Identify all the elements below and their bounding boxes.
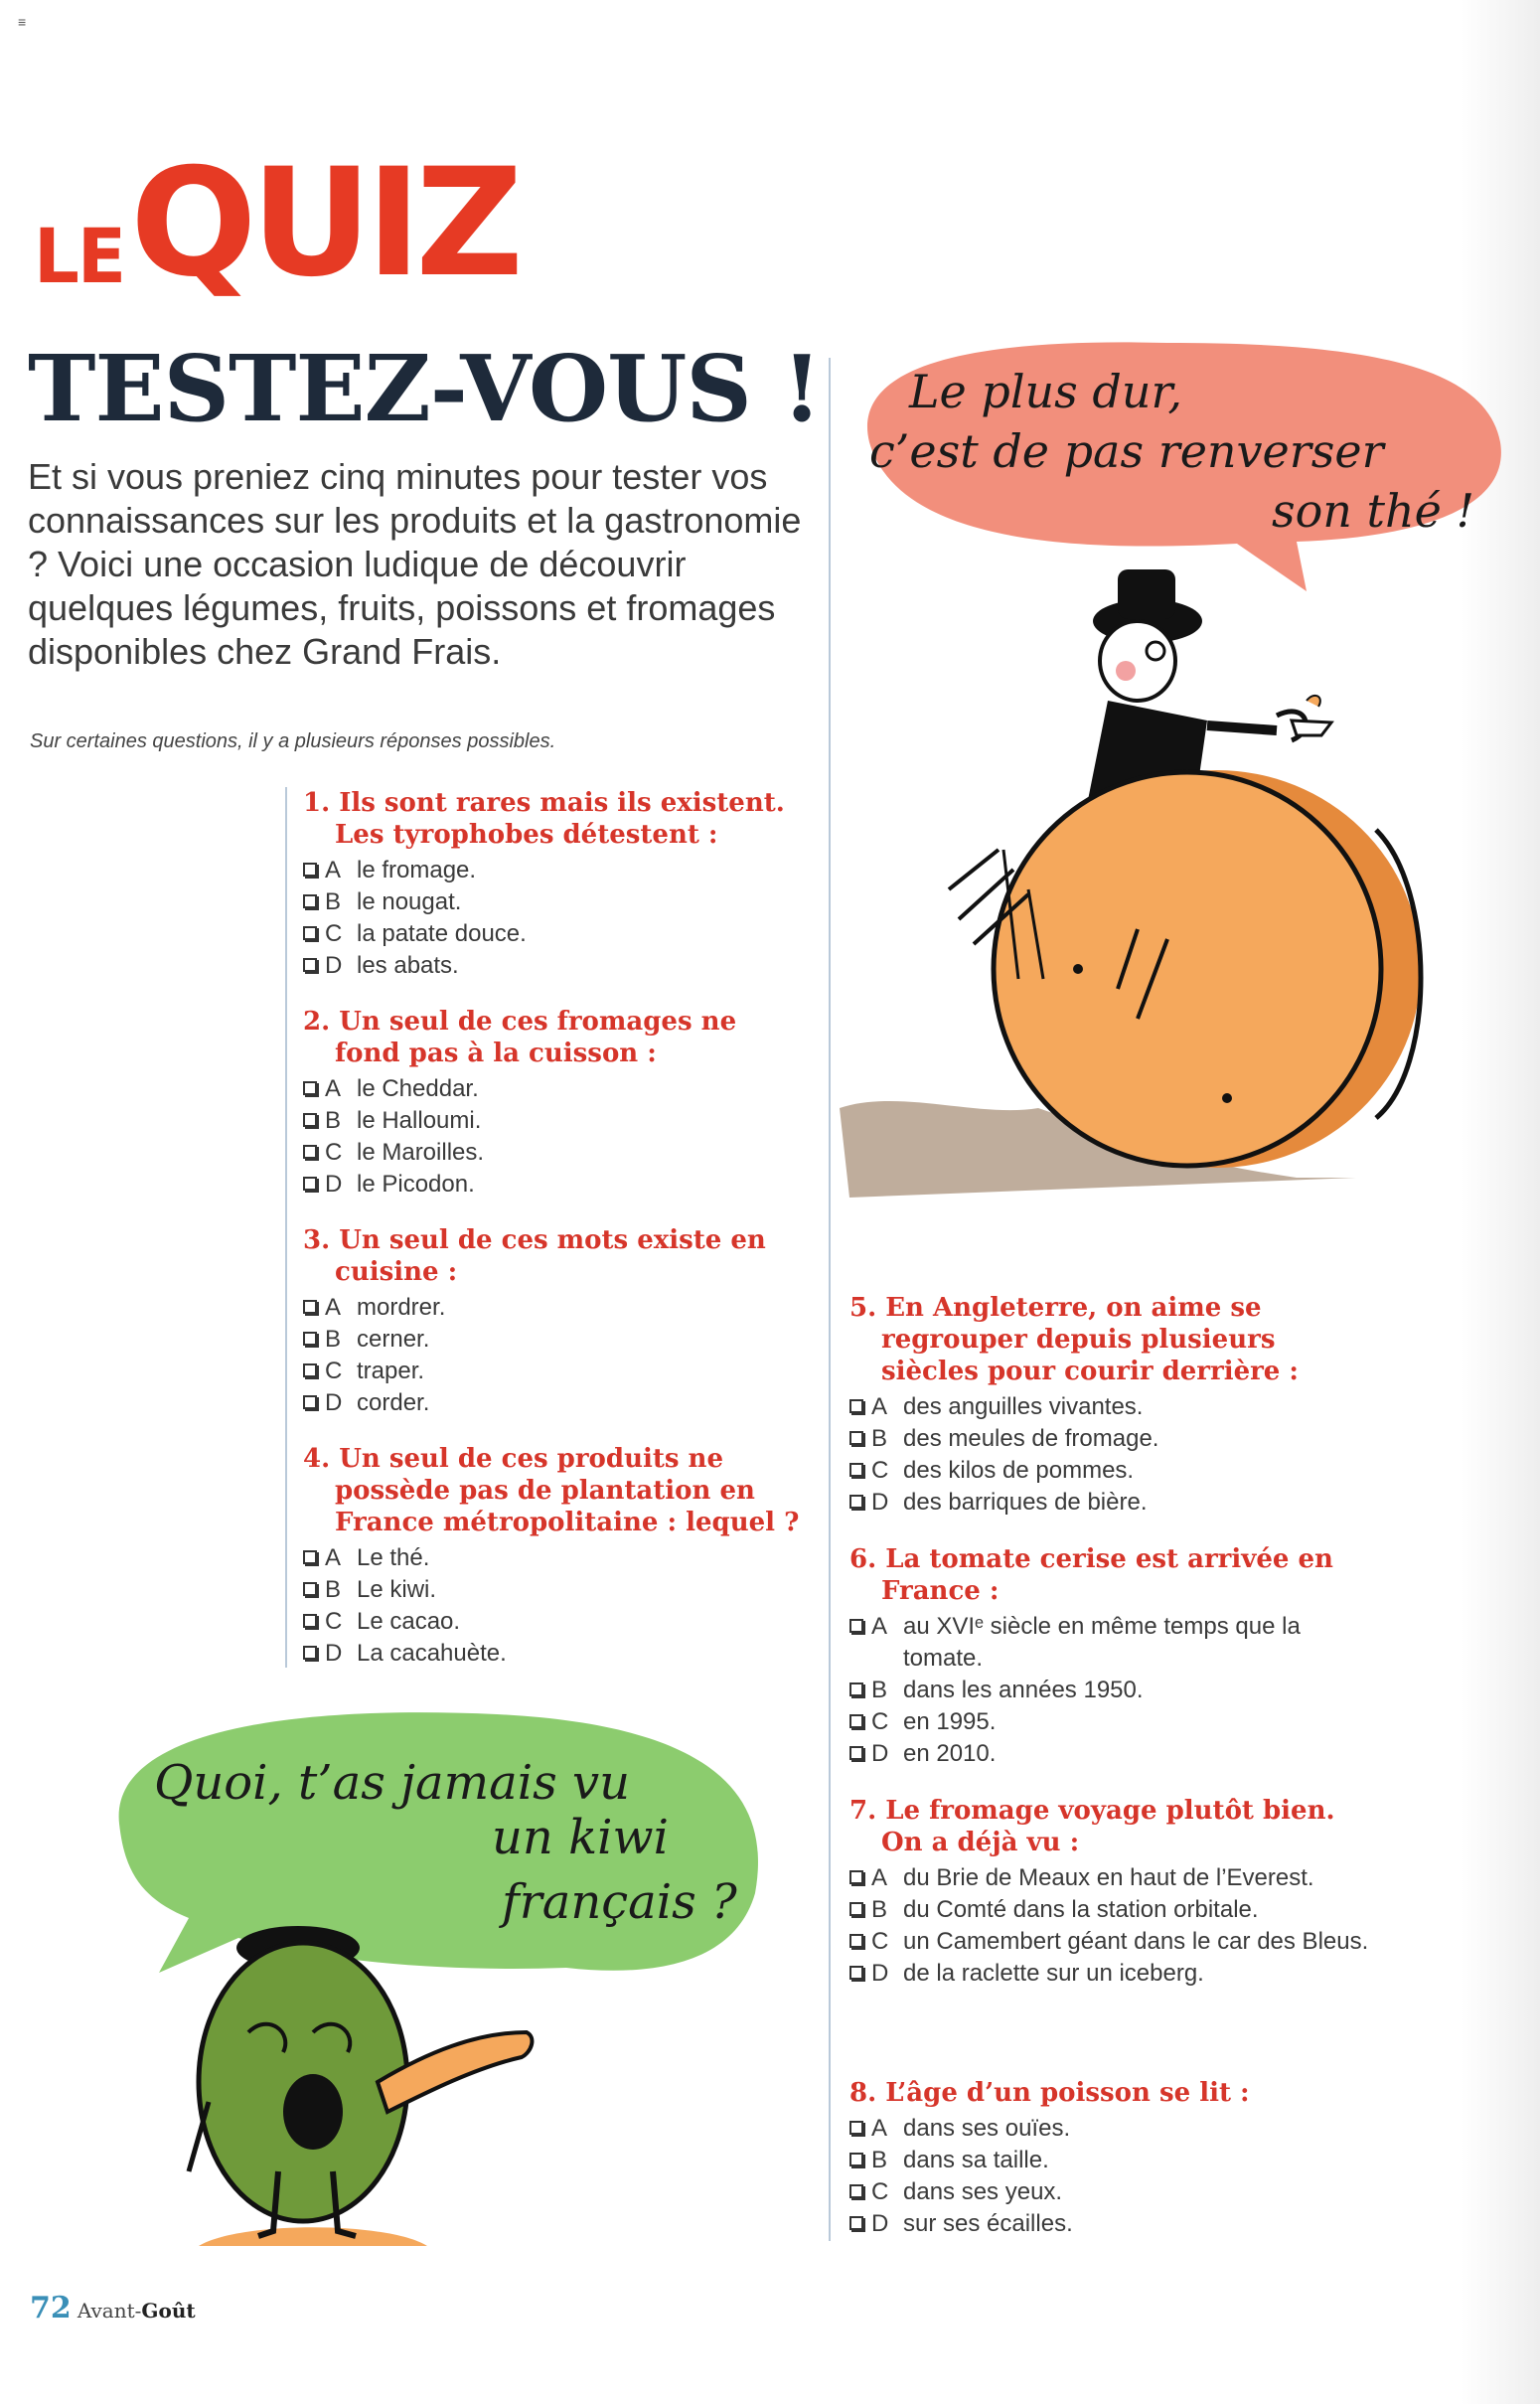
answer-option[interactable]: C traper. [303, 1356, 810, 1387]
checkbox-icon[interactable] [849, 1934, 863, 1948]
answer-option[interactable]: C des kilos de pommes. [849, 1455, 1376, 1487]
answer-option[interactable]: B Le kiwi. [303, 1574, 810, 1606]
question-3 [303, 1224, 810, 1419]
checkbox-icon[interactable] [303, 1582, 317, 1596]
section-title-le: LE [34, 212, 125, 301]
page-headline: TESTEZ-VOUS ! [28, 335, 822, 442]
checkbox-icon[interactable] [303, 1646, 317, 1660]
checkbox-icon[interactable] [849, 2216, 863, 2230]
cheese-illustration [840, 333, 1515, 1277]
answer-option[interactable]: D les abats. [303, 950, 810, 982]
answer-option[interactable]: C Le cacao. [303, 1606, 810, 1638]
rolling-cheese [840, 770, 1421, 1198]
answer-option[interactable]: A le fromage. [303, 855, 810, 886]
answer-option[interactable]: D de la raclette sur un iceberg. [849, 1958, 1376, 1990]
answer-option[interactable]: D des barriques de bière. [849, 1487, 1376, 1519]
checkbox-icon[interactable] [303, 958, 317, 972]
answer-option[interactable]: A mordrer. [303, 1292, 810, 1324]
checkbox-icon[interactable] [849, 1746, 863, 1760]
answer-option[interactable]: D le Picodon. [303, 1169, 810, 1201]
answer-option[interactable]: A Le thé. [303, 1542, 810, 1574]
question-title: 6. La tomate cerise est arrivée en France : [849, 1544, 1333, 1606]
speech-line-2: c’est de pas renverser [869, 424, 1384, 478]
page-footer [30, 2291, 196, 2325]
kiwi-character [189, 1926, 532, 2246]
question-title: 4. Un seul de ces produits ne possède pas de plantation en France métropolitaine : lequel ? [303, 1444, 800, 1537]
answer-option[interactable]: C un Camembert géant dans le car des Bleus. [849, 1926, 1376, 1958]
speech-line-2: un kiwi [492, 1810, 669, 1865]
speech-line-3: français ? [502, 1874, 737, 1930]
question-6 [849, 1543, 1376, 1770]
checkbox-icon[interactable] [849, 1683, 863, 1696]
answer-option[interactable]: C dans ses yeux. [849, 2176, 1376, 2208]
answer-option[interactable]: C en 1995. [849, 1706, 1376, 1738]
checkbox-icon[interactable] [849, 1902, 863, 1916]
left-column-rule [285, 787, 287, 1668]
answer-option[interactable]: D corder. [303, 1387, 810, 1419]
section-title-quiz: QUIZ [130, 137, 518, 310]
answer-option[interactable]: B cerner. [303, 1324, 810, 1356]
question-2 [303, 1006, 810, 1201]
checkbox-icon[interactable] [303, 1113, 317, 1127]
checkbox-icon[interactable] [303, 894, 317, 908]
checkbox-icon[interactable] [849, 1495, 863, 1509]
checkbox-icon[interactable] [849, 1463, 863, 1477]
checkbox-icon[interactable] [849, 2153, 863, 2166]
center-column-rule [829, 358, 831, 2241]
question-title: 5. En Angleterre, on aime se regrouper depuis plusieurs siècles pour courir derrière : [849, 1293, 1299, 1386]
answer-option[interactable]: C la patate douce. [303, 918, 810, 950]
answer-option[interactable]: D sur ses écailles. [849, 2208, 1376, 2240]
answer-option[interactable]: B dans sa taille. [849, 2145, 1376, 2176]
question-title: 7. Le fromage voyage plutôt bien. On a déjà vu : [849, 1796, 1335, 1857]
kiwi-illustration [99, 1704, 775, 2251]
checkbox-icon[interactable] [849, 1619, 863, 1633]
answer-option[interactable]: C le Maroilles. [303, 1137, 810, 1169]
speech-line-1: Quoi, t’as jamais vu [154, 1755, 630, 1811]
question-1 [303, 787, 810, 982]
page-number: 72 [30, 2291, 72, 2325]
speech-line-1: Le plus dur, [909, 365, 1183, 418]
question-4 [303, 1443, 810, 1670]
checkbox-icon[interactable] [849, 2121, 863, 2135]
speech-line-3: son thé ! [1272, 484, 1474, 538]
question-5 [849, 1292, 1376, 1519]
answer-option[interactable]: A des anguilles vivantes. [849, 1391, 1376, 1423]
answer-option[interactable]: B des meules de fromage. [849, 1423, 1376, 1455]
answer-option[interactable]: A au XVIᵉ siècle en même temps que la tomate. [849, 1611, 1376, 1675]
checkbox-icon[interactable] [303, 1145, 317, 1159]
question-title: 1. Ils sont rares mais ils existent. Les tyrophobes détestent : [303, 788, 785, 850]
question-title: 2. Un seul de ces fromages ne fond pas à la cuisson : [303, 1007, 737, 1068]
answer-option[interactable]: B le nougat. [303, 886, 810, 918]
answer-option[interactable]: B dans les années 1950. [849, 1675, 1376, 1706]
answer-option[interactable]: D en 2010. [849, 1738, 1376, 1770]
checkbox-icon[interactable] [303, 1550, 317, 1564]
magazine-name: Avant-Goût [77, 2299, 196, 2323]
checkbox-icon[interactable] [849, 2184, 863, 2198]
question-8 [849, 2077, 1376, 2240]
multiple-answers-note: Sur certaines questions, il y a plusieurs réponses possibles. [30, 730, 556, 752]
answer-option[interactable]: A du Brie de Meaux en haut de l’Everest. [849, 1862, 1376, 1894]
answer-option[interactable]: B le Halloumi. [303, 1105, 810, 1137]
checkbox-icon[interactable] [303, 1395, 317, 1409]
checkbox-icon[interactable] [303, 1300, 317, 1314]
checkbox-icon[interactable] [303, 1363, 317, 1377]
checkbox-icon[interactable] [303, 863, 317, 877]
checkbox-icon[interactable] [849, 1399, 863, 1413]
checkbox-icon[interactable] [303, 926, 317, 940]
checkbox-icon[interactable] [849, 1714, 863, 1728]
answer-option[interactable]: A dans ses ouïes. [849, 2113, 1376, 2145]
question-title: 8. L’âge d’un poisson se lit : [849, 2078, 1250, 2108]
checkbox-icon[interactable] [849, 1431, 863, 1445]
checkbox-icon[interactable] [303, 1177, 317, 1191]
checkbox-icon[interactable] [303, 1614, 317, 1628]
menu-icon[interactable]: ≡ [18, 14, 27, 30]
intro-paragraph: Et si vous preniez cinq minutes pour tester vos connaissances sur les produits et la gastronomie ? Voici une occasion ludique de découvrir quelques légumes, fruits, poissons et fromages disponibles chez Grand Frais. [28, 456, 802, 672]
checkbox-icon[interactable] [303, 1081, 317, 1095]
checkbox-icon[interactable] [849, 1966, 863, 1980]
checkbox-icon[interactable] [303, 1332, 317, 1346]
checkbox-icon[interactable] [849, 1870, 863, 1884]
answer-option[interactable]: B du Comté dans la station orbitale. [849, 1894, 1376, 1926]
section-title [34, 137, 518, 310]
answer-option[interactable]: D La cacahuète. [303, 1638, 810, 1670]
answer-option[interactable]: A le Cheddar. [303, 1073, 810, 1105]
question-title: 3. Un seul de ces mots existe en cuisine : [303, 1225, 766, 1287]
question-7 [849, 1795, 1376, 1990]
